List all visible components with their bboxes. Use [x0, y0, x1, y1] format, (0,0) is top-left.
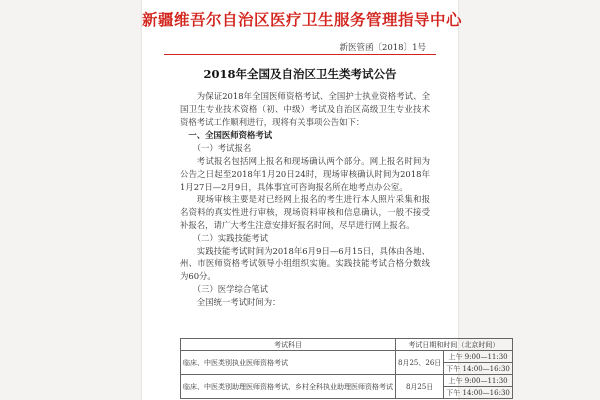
table-cell: 8月25日	[396, 375, 444, 399]
table-cell: 上午 9:00—11:30	[444, 351, 513, 363]
subsection-heading: （二）实践技能考试	[192, 232, 268, 243]
table-header-row	[181, 339, 513, 351]
table-header: 考试日期和时间（北京时间）	[396, 339, 513, 351]
table-cell: 临床、中医类别执业医师资格考试	[181, 351, 396, 375]
document-page	[142, 0, 510, 400]
table-cell: 8月25、26日	[396, 351, 444, 375]
paragraph: 考试报名包括网上报名和现场确认两个部分。网上报名时间为公告之日起至2018年1月20日24时，现场审核确认时间为2018年1月27日—2月9日，具体事宜可咨询报名所在地考点办公室。	[180, 155, 430, 192]
table-row	[181, 351, 513, 363]
section-heading: 一、全国医师资格考试	[188, 130, 273, 141]
document-number: 新医管函〔2018〕1号	[339, 43, 426, 53]
document-body	[180, 90, 430, 309]
agency-name: 新疆维吾尔自治区医疗卫生服务管理指导中心	[142, 10, 463, 29]
intro-paragraph: 为保证2018年全国医师资格考试、全国护士执业资格考试、全国卫生专业技术资格（初、中级）考试及自治区高级卫生专业技术资格考试工作顺利进行，现将有关事项公告如下：	[180, 91, 430, 127]
table-cell: 下午 14:00—16:30	[444, 363, 513, 375]
paragraph: 实践技能考试时间为2018年6月9日—6月15日，具体由各地、州、市医师资格考试领导小组组织实施。实践技能考试合格分数线为60分。	[180, 245, 430, 282]
document-title: 2018年全国及自治区卫生类考试公告	[203, 67, 397, 81]
table-cell: 上午 9:00—11:30	[444, 375, 513, 387]
table-header: 考试科目	[181, 339, 396, 351]
table-row	[181, 375, 513, 387]
paragraph: 现场审核主要是对已经网上报名的考生进行本人照片采集和报名资料的真实性进行审核，现场资料审核和信息确认，一般不接受补报名，请广大考生注意安排好报名时间，尽早进行网上报名。	[180, 194, 430, 230]
red-divider	[164, 54, 436, 55]
paragraph: 全国统一考试时间为：	[196, 296, 281, 307]
subsection-heading: （一）考试报名	[192, 143, 252, 154]
table-cell: 临床、中医类别助理医师资格考试、乡村全科执业助理医师资格考试	[181, 375, 396, 399]
subsection-heading: （三）医学综合笔试	[192, 283, 268, 294]
exam-schedule-table	[180, 338, 513, 399]
table-cell: 下午 14:00—16:30	[444, 387, 513, 399]
